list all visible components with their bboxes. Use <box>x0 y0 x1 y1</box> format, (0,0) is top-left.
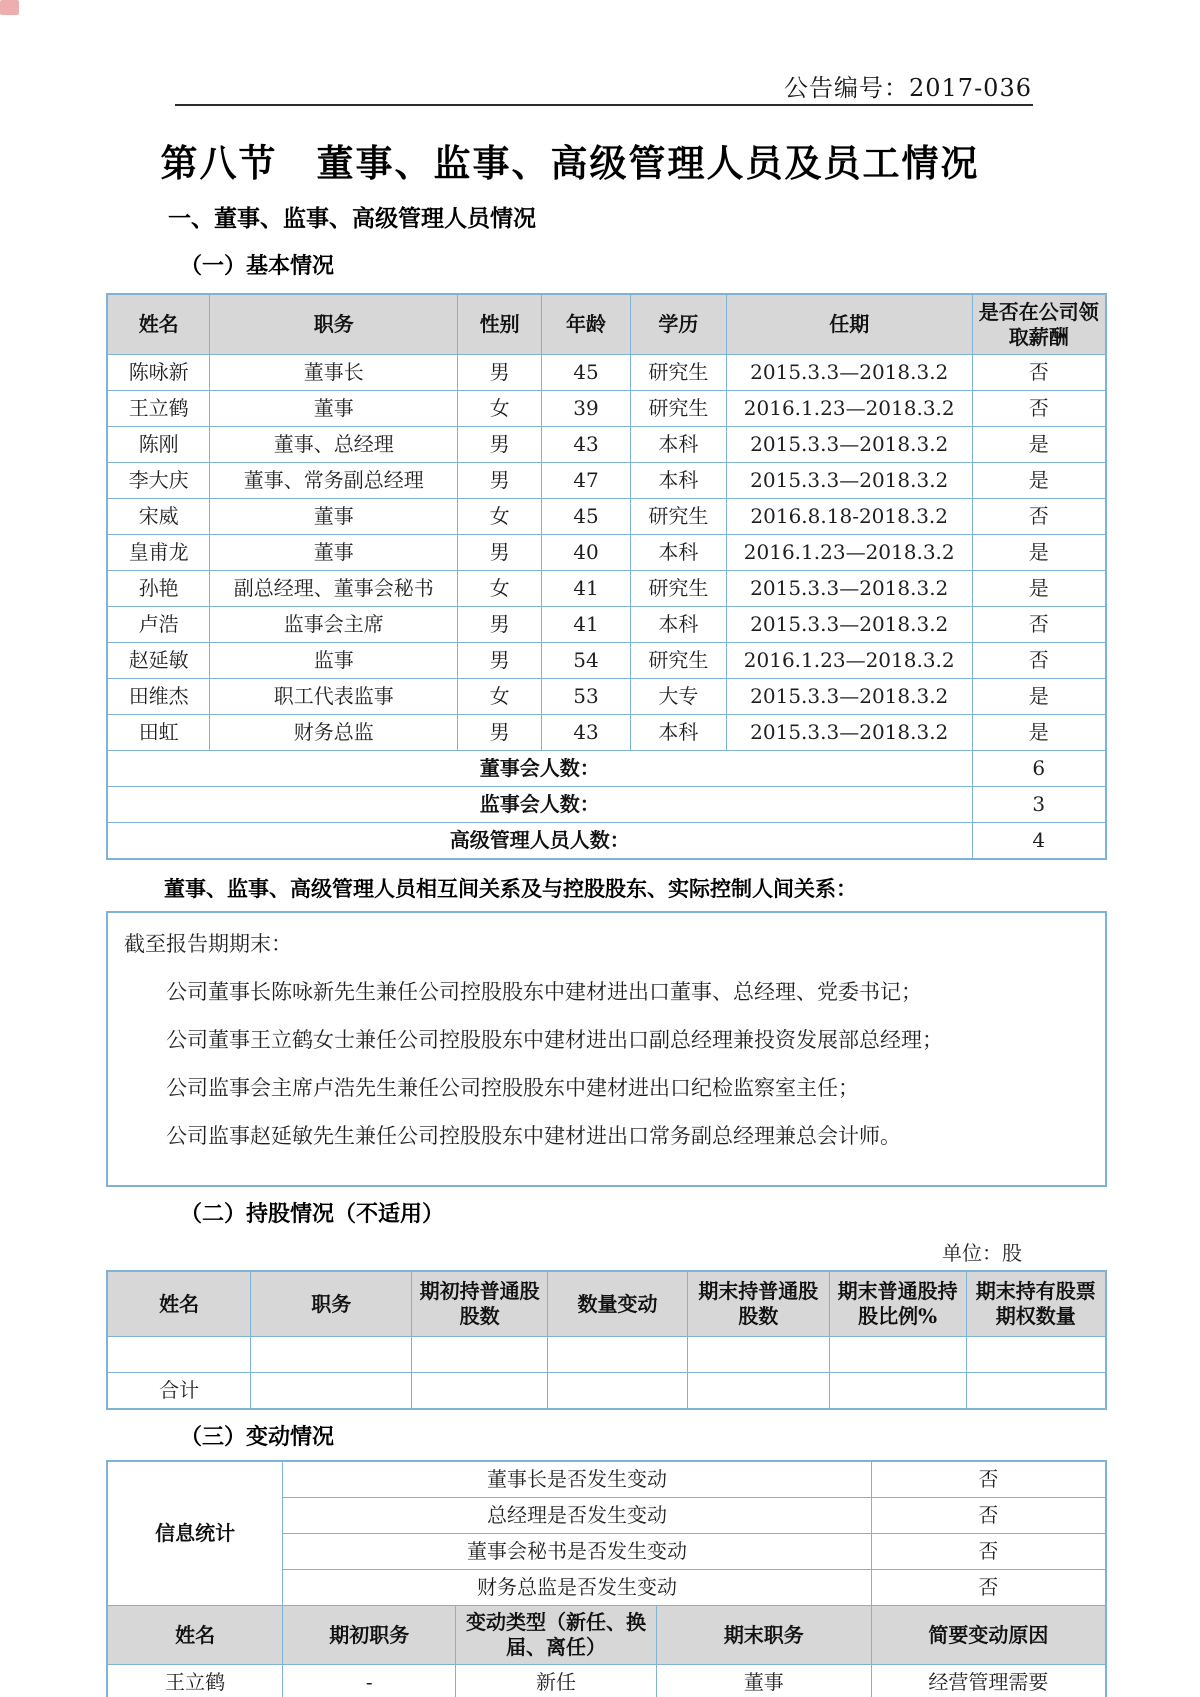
holdings-table <box>106 1270 1107 1410</box>
table-cell: 王立鹤 <box>107 391 210 427</box>
relationship-heading: 董事、监事、高级管理人员相互间关系及与控股股东、实际控制人间关系： <box>164 876 857 901</box>
table-row <box>107 1665 1106 1697</box>
table-cell: 女 <box>458 571 542 607</box>
page-title: 第八节 董事、监事、高级管理人员及员工情况 <box>160 141 980 185</box>
table-row <box>107 355 1106 391</box>
table-cell: 研究生 <box>630 391 726 427</box>
table-cell: 女 <box>458 391 542 427</box>
summary-row <box>107 787 1106 823</box>
table-cell: 陈咏新 <box>107 355 210 391</box>
table-cell: 是 <box>972 715 1106 751</box>
summary-label: 高级管理人员人数： <box>107 823 972 860</box>
table-cell <box>548 1337 688 1373</box>
subsection-basic-heading: （一）基本情况 <box>180 253 335 279</box>
table-cell <box>829 1373 966 1410</box>
column-header: 期初持普通股股数 <box>412 1271 548 1337</box>
table-row <box>107 427 1106 463</box>
relationship-paragraph: 公司监事会主席卢浩先生兼任公司控股股东中建材进出口纪检监察室主任； <box>166 1076 859 1100</box>
column-header: 期末职务 <box>656 1606 871 1665</box>
table-cell: 54 <box>542 643 631 679</box>
table-cell <box>687 1337 829 1373</box>
subsection-changes-heading: （三）变动情况 <box>180 1424 335 1450</box>
table-cell: 男 <box>458 643 542 679</box>
column-header: 姓名 <box>107 1606 283 1665</box>
table-cell: 否 <box>972 391 1106 427</box>
column-header: 期末持有股票期权数量 <box>966 1271 1106 1337</box>
table-cell: 董事 <box>656 1665 871 1697</box>
table-cell: 男 <box>458 463 542 499</box>
table-cell <box>966 1337 1106 1373</box>
stat-row <box>107 1461 1106 1498</box>
table-cell: 监事 <box>210 643 458 679</box>
table-cell: 是 <box>972 535 1106 571</box>
table-cell: 男 <box>458 715 542 751</box>
table-cell: 职工代表监事 <box>210 679 458 715</box>
table-cell: 39 <box>542 391 631 427</box>
table-cell: 大专 <box>630 679 726 715</box>
table-cell <box>548 1373 688 1410</box>
table-cell: 43 <box>542 427 631 463</box>
table-row <box>107 1337 1106 1373</box>
column-header: 学历 <box>630 294 726 355</box>
summary-label: 监事会人数： <box>107 787 972 823</box>
table-cell: 副总经理、董事会秘书 <box>210 571 458 607</box>
table-cell: 皇甫龙 <box>107 535 210 571</box>
table-row <box>107 463 1106 499</box>
column-header: 姓名 <box>107 1271 251 1337</box>
table-cell: 董事、常务副总经理 <box>210 463 458 499</box>
column-header: 姓名 <box>107 294 210 355</box>
table-cell: 陈刚 <box>107 427 210 463</box>
stat-question: 总经理是否发生变动 <box>283 1498 871 1534</box>
column-header: 职务 <box>210 294 458 355</box>
summary-value: 4 <box>972 823 1106 860</box>
table-cell: 宋威 <box>107 499 210 535</box>
table-cell: 2016.1.23—2018.3.2 <box>726 643 972 679</box>
table-cell: 43 <box>542 715 631 751</box>
stat-answer: 否 <box>871 1461 1106 1498</box>
table-cell: 否 <box>972 355 1106 391</box>
table-cell: - <box>283 1665 456 1697</box>
table-cell: 本科 <box>630 715 726 751</box>
table-cell: 41 <box>542 571 631 607</box>
table-row <box>107 715 1106 751</box>
stat-question: 财务总监是否发生变动 <box>283 1570 871 1606</box>
total-row <box>107 1373 1106 1410</box>
table-cell: 女 <box>458 499 542 535</box>
table-cell: 李大庆 <box>107 463 210 499</box>
table-cell: 2015.3.3—2018.3.2 <box>726 607 972 643</box>
relationship-intro: 截至报告期期末： <box>124 932 292 956</box>
table-cell: 本科 <box>630 607 726 643</box>
table-header-row <box>107 294 1106 355</box>
table-cell: 否 <box>972 643 1106 679</box>
table-cell: 财务总监 <box>210 715 458 751</box>
column-header: 任期 <box>726 294 972 355</box>
table-cell: 王立鹤 <box>107 1665 283 1697</box>
table-cell: 经营管理需要 <box>871 1665 1106 1697</box>
table-row <box>107 643 1106 679</box>
table-row <box>107 607 1106 643</box>
document-content <box>106 205 1107 1697</box>
column-header: 职务 <box>251 1271 412 1337</box>
table-cell: 田维杰 <box>107 679 210 715</box>
section-1-heading: 一、董事、监事、高级管理人员情况 <box>168 206 536 232</box>
changes-table <box>106 1460 1107 1697</box>
column-header: 变动类型（新任、换届、离任） <box>456 1606 657 1665</box>
table-cell: 男 <box>458 427 542 463</box>
column-header: 期初职务 <box>283 1606 456 1665</box>
table-cell: 45 <box>542 499 631 535</box>
table-row <box>107 535 1106 571</box>
table-cell: 赵延敏 <box>107 643 210 679</box>
column-header: 简要变动原因 <box>871 1606 1106 1665</box>
stat-answer: 否 <box>871 1498 1106 1534</box>
announcement-number: 公告编号：2017-036 <box>784 74 1032 102</box>
table-cell: 研究生 <box>630 571 726 607</box>
table-cell: 2015.3.3—2018.3.2 <box>726 427 972 463</box>
table-cell: 孙艳 <box>107 571 210 607</box>
table-cell: 新任 <box>456 1665 657 1697</box>
table-cell: 40 <box>542 535 631 571</box>
summary-row <box>107 823 1106 860</box>
table-header-row <box>107 1606 1106 1665</box>
table-cell: 本科 <box>630 427 726 463</box>
table-cell <box>251 1373 412 1410</box>
table-cell: 男 <box>458 607 542 643</box>
table-cell <box>251 1337 412 1373</box>
summary-value: 6 <box>972 751 1106 787</box>
table-cell <box>412 1373 548 1410</box>
column-header: 期末持普通股股数 <box>687 1271 829 1337</box>
table-row <box>107 571 1106 607</box>
table-cell: 董事长 <box>210 355 458 391</box>
table-cell: 是 <box>972 571 1106 607</box>
table-cell <box>966 1373 1106 1410</box>
table-cell: 董事 <box>210 499 458 535</box>
table-cell: 男 <box>458 535 542 571</box>
summary-row <box>107 751 1106 787</box>
table-header-row <box>107 1271 1106 1337</box>
table-cell: 41 <box>542 607 631 643</box>
summary-value: 3 <box>972 787 1106 823</box>
column-header: 年龄 <box>542 294 631 355</box>
table-cell: 是 <box>972 463 1106 499</box>
table-cell: 2016.8.18-2018.3.2 <box>726 499 972 535</box>
table-cell: 47 <box>542 463 631 499</box>
table-cell <box>829 1337 966 1373</box>
relationship-box <box>106 911 1107 1187</box>
table-row <box>107 391 1106 427</box>
table-row <box>107 499 1106 535</box>
table-cell: 本科 <box>630 463 726 499</box>
table-cell: 否 <box>972 499 1106 535</box>
table-cell: 45 <box>542 355 631 391</box>
table-cell: 2015.3.3—2018.3.2 <box>726 355 972 391</box>
table-cell: 合计 <box>107 1373 251 1410</box>
table-cell <box>412 1337 548 1373</box>
table-cell: 2016.1.23—2018.3.2 <box>726 535 972 571</box>
table-cell: 是 <box>972 427 1106 463</box>
column-header: 性别 <box>458 294 542 355</box>
subsection-holdings-heading: （二）持股情况（不适用） <box>180 1201 445 1227</box>
column-header: 期末普通股持股比例% <box>829 1271 966 1337</box>
table-cell: 董事 <box>210 535 458 571</box>
table-cell: 研究生 <box>630 355 726 391</box>
table-cell: 本科 <box>630 535 726 571</box>
table-cell: 研究生 <box>630 643 726 679</box>
table-cell: 2015.3.3—2018.3.2 <box>726 463 972 499</box>
table-cell: 男 <box>458 355 542 391</box>
table-cell <box>687 1373 829 1410</box>
table-row <box>107 679 1106 715</box>
table-cell: 2015.3.3—2018.3.2 <box>726 571 972 607</box>
relationship-paragraph: 公司董事王立鹤女士兼任公司控股股东中建材进出口副总经理兼投资发展部总经理； <box>166 1028 943 1052</box>
summary-label: 董事会人数： <box>107 751 972 787</box>
basic-info-table <box>106 293 1107 860</box>
table-cell: 2016.1.23—2018.3.2 <box>726 391 972 427</box>
red-scan-artifact <box>0 0 19 15</box>
stat-question: 董事长是否发生变动 <box>283 1461 871 1498</box>
table-cell: 卢浩 <box>107 607 210 643</box>
table-cell <box>107 1337 251 1373</box>
stat-group-label: 信息统计 <box>107 1461 283 1606</box>
table-cell: 53 <box>542 679 631 715</box>
stat-answer: 否 <box>871 1534 1106 1570</box>
table-cell: 是 <box>972 679 1106 715</box>
table-cell: 董事 <box>210 391 458 427</box>
unit-note: 单位：股 <box>942 1241 1022 1265</box>
stat-answer: 否 <box>871 1570 1106 1606</box>
table-cell: 田虹 <box>107 715 210 751</box>
column-header: 是否在公司领取薪酬 <box>972 294 1106 355</box>
table-cell: 监事会主席 <box>210 607 458 643</box>
table-cell: 研究生 <box>630 499 726 535</box>
relationship-paragraph: 公司董事长陈咏新先生兼任公司控股股东中建材进出口董事、总经理、党委书记； <box>166 980 922 1004</box>
table-cell: 2015.3.3—2018.3.2 <box>726 679 972 715</box>
table-cell: 否 <box>972 607 1106 643</box>
table-cell: 2015.3.3—2018.3.2 <box>726 715 972 751</box>
stat-question: 董事会秘书是否发生变动 <box>283 1534 871 1570</box>
table-cell: 董事、总经理 <box>210 427 458 463</box>
relationship-paragraph: 公司监事赵延敏先生兼任公司控股股东中建材进出口常务副总经理兼总会计师。 <box>166 1124 901 1148</box>
column-header: 数量变动 <box>548 1271 688 1337</box>
table-cell: 女 <box>458 679 542 715</box>
header-divider <box>175 104 1033 106</box>
